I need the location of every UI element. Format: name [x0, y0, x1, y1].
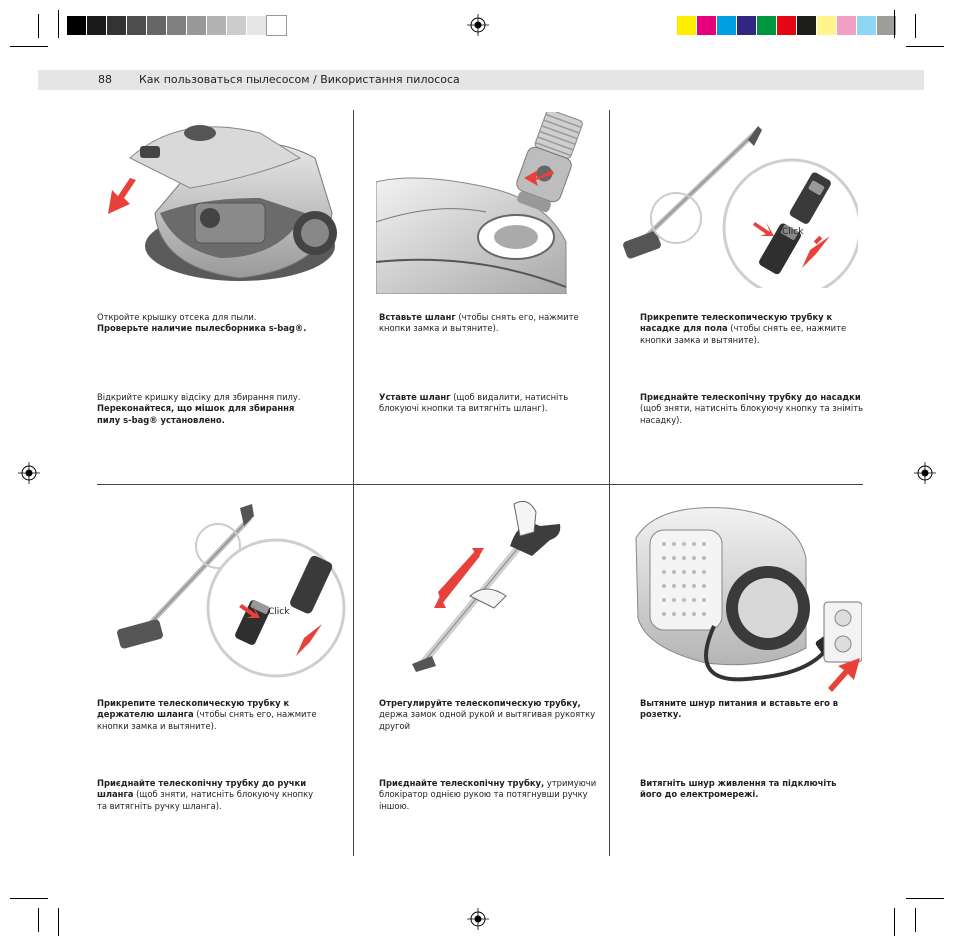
step-2-text-uk — [379, 392, 603, 415]
color-swatch — [107, 16, 126, 35]
page-title: Как пользоваться пылесосом / Використання пилососа — [139, 73, 460, 86]
step-5-uk-plain: утримуючи блокіратор однією рукою та потягнувши ручку іншою. — [379, 778, 597, 811]
color-swatch — [737, 16, 756, 35]
color-swatch — [757, 16, 776, 35]
step-5-uk-bold: Приєднайте телескопічну трубку, — [379, 778, 545, 788]
step-4-uk-plain: (щоб зняти, натисніть блокуючу кнопку та витягніть ручку шланга). — [97, 789, 314, 811]
step-1-uk-plain: Відкрийте кришку відсіку для збирання пилу. — [97, 392, 301, 402]
color-swatch — [717, 16, 736, 35]
step-3-uk-plain: (щоб зняти, натисніть блокуючу кнопку та зніміть насадку). — [640, 403, 864, 425]
step-5-ru-plain: держа замок одной рукой и вытягивая рукоятку другой — [379, 709, 596, 731]
color-swatch — [777, 16, 796, 35]
color-swatch — [227, 16, 246, 35]
step-3-text-ru — [640, 312, 866, 346]
color-swatch — [147, 16, 166, 35]
step-5-text-ru — [379, 698, 605, 732]
step-3-ru-plain: (чтобы снять ее, нажмите кнопки замка и вытяните). — [640, 323, 847, 345]
step-1-text-uk — [97, 392, 317, 426]
page-number: 88 — [98, 73, 112, 86]
column-divider — [353, 110, 354, 856]
step-4-uk-bold: Приєднайте телескопічну трубку до ручки шланга — [97, 778, 307, 800]
step-2-uk-plain: (щоб видалити, натисніть блокуючі кнопки та витягніть шланг). — [379, 392, 569, 414]
step-6-ru-bold: Вытяните шнур питания и вставьте его в розетку. — [640, 698, 839, 720]
step-6-uk-bold: Витягніть шнур живлення та підключіть його до електромережі. — [640, 778, 837, 800]
color-swatch — [187, 16, 206, 35]
color-swatch — [167, 16, 186, 35]
step-1-ru-bold: Проверьте наличие пылесборника s-bag®. — [97, 323, 307, 334]
color-swatch — [857, 16, 876, 35]
color-swatch — [797, 16, 816, 35]
step-2-text-ru — [379, 312, 603, 335]
step-4-ru-plain: (чтобы снять его, нажмите кнопки замка и вытяните). — [97, 709, 317, 731]
step-3-text-uk — [640, 392, 866, 426]
click-label: Click — [782, 227, 804, 237]
tube-to-handle-illustration — [100, 500, 346, 678]
step-1-uk-bold: Переконайтеся, що мішок для збирання пилу s-bag® установлено. — [97, 403, 295, 425]
step-2-ru-plain: (чтобы снять его, нажмите кнопки замка и вытяните). — [379, 312, 579, 334]
row-divider — [97, 484, 863, 485]
color-swatch — [247, 16, 266, 35]
color-swatch — [837, 16, 856, 35]
step-2-uk-bold: Уставте шланг — [379, 392, 451, 402]
registration-mark-icon — [914, 462, 936, 484]
adjust-tube-illustration — [410, 496, 592, 674]
step-3-uk-bold: Приєднайте телескопічну трубку до насадки — [640, 392, 861, 402]
red-arrow-icon — [108, 178, 136, 214]
column-divider — [609, 110, 610, 856]
step-4-text-uk — [97, 778, 323, 812]
step-1-text-ru — [97, 312, 333, 335]
color-swatch — [817, 16, 836, 35]
color-swatch — [127, 16, 146, 35]
plug-in-cord-illustration — [616, 498, 862, 698]
step-1-ru-plain: Откройте крышку отсека для пыли. — [97, 312, 257, 322]
registration-mark-icon — [467, 908, 489, 930]
step-3-ru-bold: Прикрепите телескопическую трубку к насадке для пола — [640, 312, 833, 334]
step-6-text-uk — [640, 778, 860, 801]
step-5-text-uk — [379, 778, 599, 812]
tube-to-nozzle-illustration — [620, 118, 858, 288]
color-swatch — [67, 16, 86, 35]
color-swatch — [697, 16, 716, 35]
step-2-ru-bold: Вставьте шланг — [379, 312, 456, 322]
step-5-ru-bold: Отрегулируйте телескопическую трубку, — [379, 698, 581, 708]
color-swatch — [207, 16, 226, 35]
color-swatch — [267, 16, 286, 35]
step-4-ru-bold: Прикрепите телескопическую трубку к держателю шланга — [97, 698, 290, 720]
step-6-text-ru — [640, 698, 850, 721]
hose-insert-illustration — [376, 112, 602, 294]
step-4-text-ru — [97, 698, 317, 732]
vacuum-open-lid-illustration — [100, 118, 340, 288]
red-arrow-icon — [828, 658, 860, 692]
registration-mark-icon — [18, 462, 40, 484]
registration-mark-icon — [467, 14, 489, 36]
color-swatch — [87, 16, 106, 35]
color-swatch — [677, 16, 696, 35]
click-label: Click — [268, 607, 290, 617]
